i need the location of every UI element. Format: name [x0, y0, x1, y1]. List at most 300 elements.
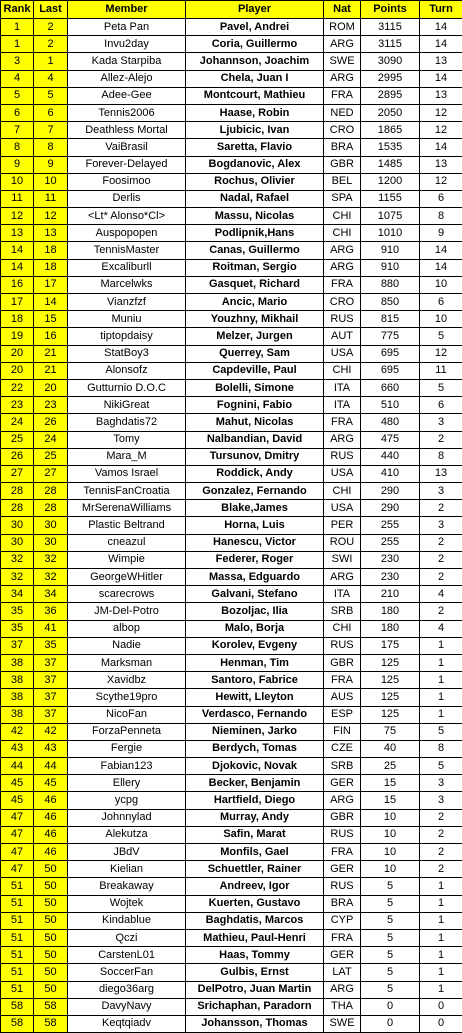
rank-cell: 47: [1, 809, 34, 826]
rank-cell: 44: [1, 758, 34, 775]
turn-cell: 2: [420, 534, 462, 551]
nat-cell: SRB: [324, 603, 361, 620]
turn-cell: 2: [420, 569, 462, 586]
last-cell: 30: [34, 534, 68, 551]
last-cell: 50: [34, 947, 68, 964]
turn-cell: 11: [420, 362, 462, 379]
table-row: [1, 345, 462, 362]
nat-cell: USA: [324, 500, 361, 517]
nat-cell: FRA: [324, 844, 361, 861]
turn-cell: 5: [420, 723, 462, 740]
player-cell: Montcourt, Mathieu: [186, 87, 324, 104]
nat-cell: SPA: [324, 190, 361, 207]
last-cell: 9: [34, 156, 68, 173]
player-cell: Bozoljac, Ilia: [186, 603, 324, 620]
nat-cell: ROU: [324, 534, 361, 551]
nat-cell: SWI: [324, 551, 361, 568]
member-cell: StatBoy3: [68, 345, 186, 362]
table-row: [1, 517, 462, 534]
player-cell: Podlipnik,Hans: [186, 225, 324, 242]
nat-cell: ESP: [324, 706, 361, 723]
table-row: [1, 981, 462, 998]
points-cell: 440: [361, 448, 420, 465]
last-cell: 5: [34, 87, 68, 104]
member-cell: tiptopdaisy: [68, 328, 186, 345]
points-cell: 480: [361, 414, 420, 431]
member-cell: Excaliburll: [68, 259, 186, 276]
rank-cell: 20: [1, 362, 34, 379]
rank-cell: 5: [1, 87, 34, 104]
points-cell: 660: [361, 379, 420, 396]
points-cell: 1535: [361, 139, 420, 156]
nat-cell: FRA: [324, 87, 361, 104]
rank-cell: 38: [1, 672, 34, 689]
nat-cell: CHI: [324, 225, 361, 242]
nat-cell: CRO: [324, 122, 361, 139]
last-cell: 50: [34, 912, 68, 929]
last-cell: 42: [34, 723, 68, 740]
rank-cell: 12: [1, 208, 34, 225]
rank-cell: 26: [1, 448, 34, 465]
rank-cell: 42: [1, 723, 34, 740]
nat-cell: GER: [324, 775, 361, 792]
turn-cell: 13: [420, 87, 462, 104]
points-cell: 5: [361, 964, 420, 981]
last-cell: 37: [34, 689, 68, 706]
table-row: [1, 362, 462, 379]
rank-cell: 51: [1, 929, 34, 946]
player-cell: Bogdanovic, Alex: [186, 156, 324, 173]
points-cell: 10: [361, 844, 420, 861]
last-cell: 7: [34, 122, 68, 139]
turn-cell: 3: [420, 483, 462, 500]
last-cell: 26: [34, 414, 68, 431]
rank-cell: 6: [1, 104, 34, 121]
member-cell: GeorgeWHitler: [68, 569, 186, 586]
nat-cell: SWE: [324, 1015, 361, 1032]
table-row: [1, 122, 462, 139]
player-cell: Murray, Andy: [186, 809, 324, 826]
points-cell: 695: [361, 362, 420, 379]
points-cell: 5: [361, 912, 420, 929]
player-cell: Mathieu, Paul-Henri: [186, 929, 324, 946]
last-cell: 46: [34, 844, 68, 861]
nat-cell: LAT: [324, 964, 361, 981]
points-cell: 1485: [361, 156, 420, 173]
points-cell: 3115: [361, 19, 420, 36]
rank-cell: 38: [1, 689, 34, 706]
player-cell: Massa, Edguardo: [186, 569, 324, 586]
points-cell: 775: [361, 328, 420, 345]
last-cell: 41: [34, 620, 68, 637]
last-cell: 15: [34, 311, 68, 328]
points-cell: 5: [361, 895, 420, 912]
table-row: [1, 637, 462, 654]
nat-cell: USA: [324, 345, 361, 362]
member-cell: <Lt* Alonso*Cl>: [68, 208, 186, 225]
player-cell: Chela, Juan I: [186, 70, 324, 87]
rank-cell: 8: [1, 139, 34, 156]
member-cell: Qczi: [68, 929, 186, 946]
turn-cell: 3: [420, 517, 462, 534]
nat-cell: ROM: [324, 19, 361, 36]
turn-cell: 13: [420, 465, 462, 482]
member-cell: Keqtqiadv: [68, 1015, 186, 1032]
nat-cell: GBR: [324, 809, 361, 826]
rank-cell: 11: [1, 190, 34, 207]
table-row: [1, 534, 462, 551]
nat-cell: BRA: [324, 139, 361, 156]
rank-cell: 16: [1, 276, 34, 293]
table-row: [1, 878, 462, 895]
rank-cell: 35: [1, 603, 34, 620]
rank-cell: 34: [1, 586, 34, 603]
turn-cell: 5: [420, 758, 462, 775]
points-cell: 230: [361, 551, 420, 568]
table-row: [1, 620, 462, 637]
table-row: [1, 947, 462, 964]
member-cell: Scythe19pro: [68, 689, 186, 706]
points-cell: 5: [361, 947, 420, 964]
member-cell: Nadie: [68, 637, 186, 654]
last-cell: 36: [34, 603, 68, 620]
last-cell: 17: [34, 276, 68, 293]
rank-cell: 58: [1, 998, 34, 1015]
points-cell: 910: [361, 242, 420, 259]
points-cell: 15: [361, 775, 420, 792]
table-row: [1, 569, 462, 586]
turn-cell: 12: [420, 122, 462, 139]
table-row: [1, 603, 462, 620]
points-cell: 3115: [361, 36, 420, 53]
last-cell: 8: [34, 139, 68, 156]
player-cell: Blake,James: [186, 500, 324, 517]
nat-cell: RUS: [324, 826, 361, 843]
turn-cell: 10: [420, 276, 462, 293]
last-cell: 23: [34, 397, 68, 414]
rank-cell: 51: [1, 981, 34, 998]
last-cell: 25: [34, 448, 68, 465]
turn-cell: 1: [420, 637, 462, 654]
table-row: [1, 259, 462, 276]
header-points: Points: [361, 1, 420, 19]
rank-cell: 1: [1, 36, 34, 53]
last-cell: 45: [34, 775, 68, 792]
table-row: [1, 740, 462, 757]
nat-cell: FRA: [324, 929, 361, 946]
points-cell: 230: [361, 569, 420, 586]
nat-cell: ARG: [324, 242, 361, 259]
turn-cell: 2: [420, 861, 462, 878]
member-cell: Peta Pan: [68, 19, 186, 36]
header-last: Last: [34, 1, 68, 19]
table-row: [1, 775, 462, 792]
player-cell: Tursunov, Dmitry: [186, 448, 324, 465]
table-row: [1, 844, 462, 861]
points-cell: 5: [361, 981, 420, 998]
turn-cell: 12: [420, 173, 462, 190]
nat-cell: ARG: [324, 259, 361, 276]
player-cell: Querrey, Sam: [186, 345, 324, 362]
last-cell: 28: [34, 500, 68, 517]
rank-cell: 32: [1, 551, 34, 568]
table-header: [1, 1, 462, 19]
member-cell: TennisMaster: [68, 242, 186, 259]
player-cell: Federer, Roger: [186, 551, 324, 568]
player-cell: Johannson, Joachim: [186, 53, 324, 70]
rank-cell: 4: [1, 70, 34, 87]
points-cell: 5: [361, 929, 420, 946]
turn-cell: 5: [420, 328, 462, 345]
turn-cell: 1: [420, 895, 462, 912]
player-cell: Haas, Tommy: [186, 947, 324, 964]
turn-cell: 1: [420, 912, 462, 929]
rank-cell: 28: [1, 483, 34, 500]
turn-cell: 1: [420, 672, 462, 689]
turn-cell: 12: [420, 104, 462, 121]
turn-cell: 2: [420, 826, 462, 843]
table-row: [1, 139, 462, 156]
player-cell: Gonzalez, Fernando: [186, 483, 324, 500]
rank-cell: 51: [1, 964, 34, 981]
rank-cell: 51: [1, 878, 34, 895]
turn-cell: 10: [420, 311, 462, 328]
member-cell: Ellery: [68, 775, 186, 792]
table-row: [1, 190, 462, 207]
player-cell: Henman, Tim: [186, 654, 324, 671]
member-cell: ycpg: [68, 792, 186, 809]
points-cell: 40: [361, 740, 420, 757]
table-row: [1, 208, 462, 225]
member-cell: Marksman: [68, 654, 186, 671]
nat-cell: SWE: [324, 53, 361, 70]
rank-cell: 38: [1, 654, 34, 671]
nat-cell: GBR: [324, 654, 361, 671]
nat-cell: CRO: [324, 294, 361, 311]
table-row: [1, 758, 462, 775]
rank-cell: 22: [1, 379, 34, 396]
table-row: [1, 448, 462, 465]
member-cell: Mara_M: [68, 448, 186, 465]
table-row: [1, 276, 462, 293]
points-cell: 695: [361, 345, 420, 362]
points-cell: 125: [361, 706, 420, 723]
turn-cell: 8: [420, 740, 462, 757]
points-cell: 510: [361, 397, 420, 414]
player-cell: Galvani, Stefano: [186, 586, 324, 603]
member-cell: JBdV: [68, 844, 186, 861]
player-cell: Korolev, Evgeny: [186, 637, 324, 654]
turn-cell: 2: [420, 809, 462, 826]
turn-cell: 1: [420, 689, 462, 706]
player-cell: Saretta, Flavio: [186, 139, 324, 156]
player-cell: Gulbis, Ernst: [186, 964, 324, 981]
member-cell: Tennis2006: [68, 104, 186, 121]
turn-cell: 2: [420, 844, 462, 861]
nat-cell: USA: [324, 465, 361, 482]
turn-cell: 2: [420, 551, 462, 568]
table-row: [1, 551, 462, 568]
nat-cell: ARG: [324, 569, 361, 586]
table-row: [1, 500, 462, 517]
last-cell: 35: [34, 637, 68, 654]
player-cell: Fognini, Fabio: [186, 397, 324, 414]
turn-cell: 14: [420, 139, 462, 156]
player-cell: Horna, Luis: [186, 517, 324, 534]
points-cell: 255: [361, 534, 420, 551]
table-row: [1, 689, 462, 706]
member-cell: Invu2day: [68, 36, 186, 53]
rank-cell: 25: [1, 431, 34, 448]
member-cell: Fergie: [68, 740, 186, 757]
turn-cell: 6: [420, 190, 462, 207]
turn-cell: 6: [420, 294, 462, 311]
turn-cell: 0: [420, 998, 462, 1015]
table-row: [1, 242, 462, 259]
player-cell: Capdeville, Paul: [186, 362, 324, 379]
nat-cell: RUS: [324, 448, 361, 465]
player-cell: Nieminen, Jarko: [186, 723, 324, 740]
nat-cell: ITA: [324, 397, 361, 414]
nat-cell: FRA: [324, 276, 361, 293]
member-cell: MrSerenaWilliams: [68, 500, 186, 517]
member-cell: Wojtek: [68, 895, 186, 912]
rank-cell: 3: [1, 53, 34, 70]
last-cell: 30: [34, 517, 68, 534]
last-cell: 34: [34, 586, 68, 603]
member-cell: cneazul: [68, 534, 186, 551]
nat-cell: ARG: [324, 36, 361, 53]
last-cell: 27: [34, 465, 68, 482]
member-cell: Deathless Mortal: [68, 122, 186, 139]
rank-cell: 47: [1, 844, 34, 861]
player-cell: Safin, Marat: [186, 826, 324, 843]
table-row: [1, 723, 462, 740]
player-cell: Haase, Robin: [186, 104, 324, 121]
nat-cell: CHI: [324, 362, 361, 379]
table-row: [1, 19, 462, 36]
player-cell: Ljubicic, Ivan: [186, 122, 324, 139]
last-cell: 6: [34, 104, 68, 121]
nat-cell: CYP: [324, 912, 361, 929]
player-cell: Monfils, Gael: [186, 844, 324, 861]
player-cell: DelPotro, Juan Martin: [186, 981, 324, 998]
player-cell: Roddick, Andy: [186, 465, 324, 482]
nat-cell: ITA: [324, 586, 361, 603]
last-cell: 46: [34, 826, 68, 843]
nat-cell: RUS: [324, 878, 361, 895]
nat-cell: GER: [324, 861, 361, 878]
turn-cell: 8: [420, 448, 462, 465]
player-cell: Coria, Guillermo: [186, 36, 324, 53]
points-cell: 2995: [361, 70, 420, 87]
turn-cell: 14: [420, 242, 462, 259]
rank-cell: 20: [1, 345, 34, 362]
turn-cell: 2: [420, 500, 462, 517]
member-cell: DavyNavy: [68, 998, 186, 1015]
table-row: [1, 294, 462, 311]
rank-cell: 30: [1, 534, 34, 551]
nat-cell: PER: [324, 517, 361, 534]
last-cell: 43: [34, 740, 68, 757]
nat-cell: SRB: [324, 758, 361, 775]
last-cell: 50: [34, 895, 68, 912]
table-row: [1, 465, 462, 482]
last-cell: 50: [34, 861, 68, 878]
table-row: [1, 397, 462, 414]
turn-cell: 2: [420, 603, 462, 620]
points-cell: 10: [361, 809, 420, 826]
rank-cell: 17: [1, 294, 34, 311]
last-cell: 1: [34, 53, 68, 70]
points-cell: 1155: [361, 190, 420, 207]
turn-cell: 14: [420, 19, 462, 36]
nat-cell: GBR: [324, 156, 361, 173]
nat-cell: ARG: [324, 981, 361, 998]
turn-cell: 13: [420, 156, 462, 173]
player-cell: Hartfield, Diego: [186, 792, 324, 809]
player-cell: Djokovic, Novak: [186, 758, 324, 775]
table-row: [1, 87, 462, 104]
member-cell: Fabian123: [68, 758, 186, 775]
points-cell: 180: [361, 620, 420, 637]
rank-cell: 47: [1, 861, 34, 878]
points-cell: 290: [361, 483, 420, 500]
player-cell: Bolelli, Simone: [186, 379, 324, 396]
player-cell: Youzhny, Mikhail: [186, 311, 324, 328]
member-cell: Alonsofz: [68, 362, 186, 379]
turn-cell: 0: [420, 1015, 462, 1032]
last-cell: 16: [34, 328, 68, 345]
turn-cell: 14: [420, 259, 462, 276]
member-cell: Adee-Gee: [68, 87, 186, 104]
rank-cell: 51: [1, 912, 34, 929]
points-cell: 475: [361, 431, 420, 448]
last-cell: 46: [34, 792, 68, 809]
turn-cell: 13: [420, 53, 462, 70]
table-row: [1, 53, 462, 70]
nat-cell: THA: [324, 998, 361, 1015]
nat-cell: FRA: [324, 672, 361, 689]
last-cell: 44: [34, 758, 68, 775]
last-cell: 20: [34, 379, 68, 396]
turn-cell: 1: [420, 654, 462, 671]
nat-cell: FIN: [324, 723, 361, 740]
points-cell: 0: [361, 1015, 420, 1032]
nat-cell: CHI: [324, 208, 361, 225]
points-cell: 2895: [361, 87, 420, 104]
player-cell: Canas, Guillermo: [186, 242, 324, 259]
rank-cell: 7: [1, 122, 34, 139]
member-cell: Xavidbz: [68, 672, 186, 689]
table-row: [1, 672, 462, 689]
points-cell: 25: [361, 758, 420, 775]
table-row: [1, 912, 462, 929]
member-cell: TennisFanCroatia: [68, 483, 186, 500]
nat-cell: ARG: [324, 792, 361, 809]
table-row: [1, 104, 462, 121]
member-cell: Allez-Alejo: [68, 70, 186, 87]
member-cell: Breakaway: [68, 878, 186, 895]
member-cell: Tomy: [68, 431, 186, 448]
table-row: [1, 414, 462, 431]
member-cell: Wimpie: [68, 551, 186, 568]
rank-cell: 28: [1, 500, 34, 517]
member-cell: Derlis: [68, 190, 186, 207]
player-cell: Hanescu, Victor: [186, 534, 324, 551]
points-cell: 910: [361, 259, 420, 276]
rank-cell: 30: [1, 517, 34, 534]
